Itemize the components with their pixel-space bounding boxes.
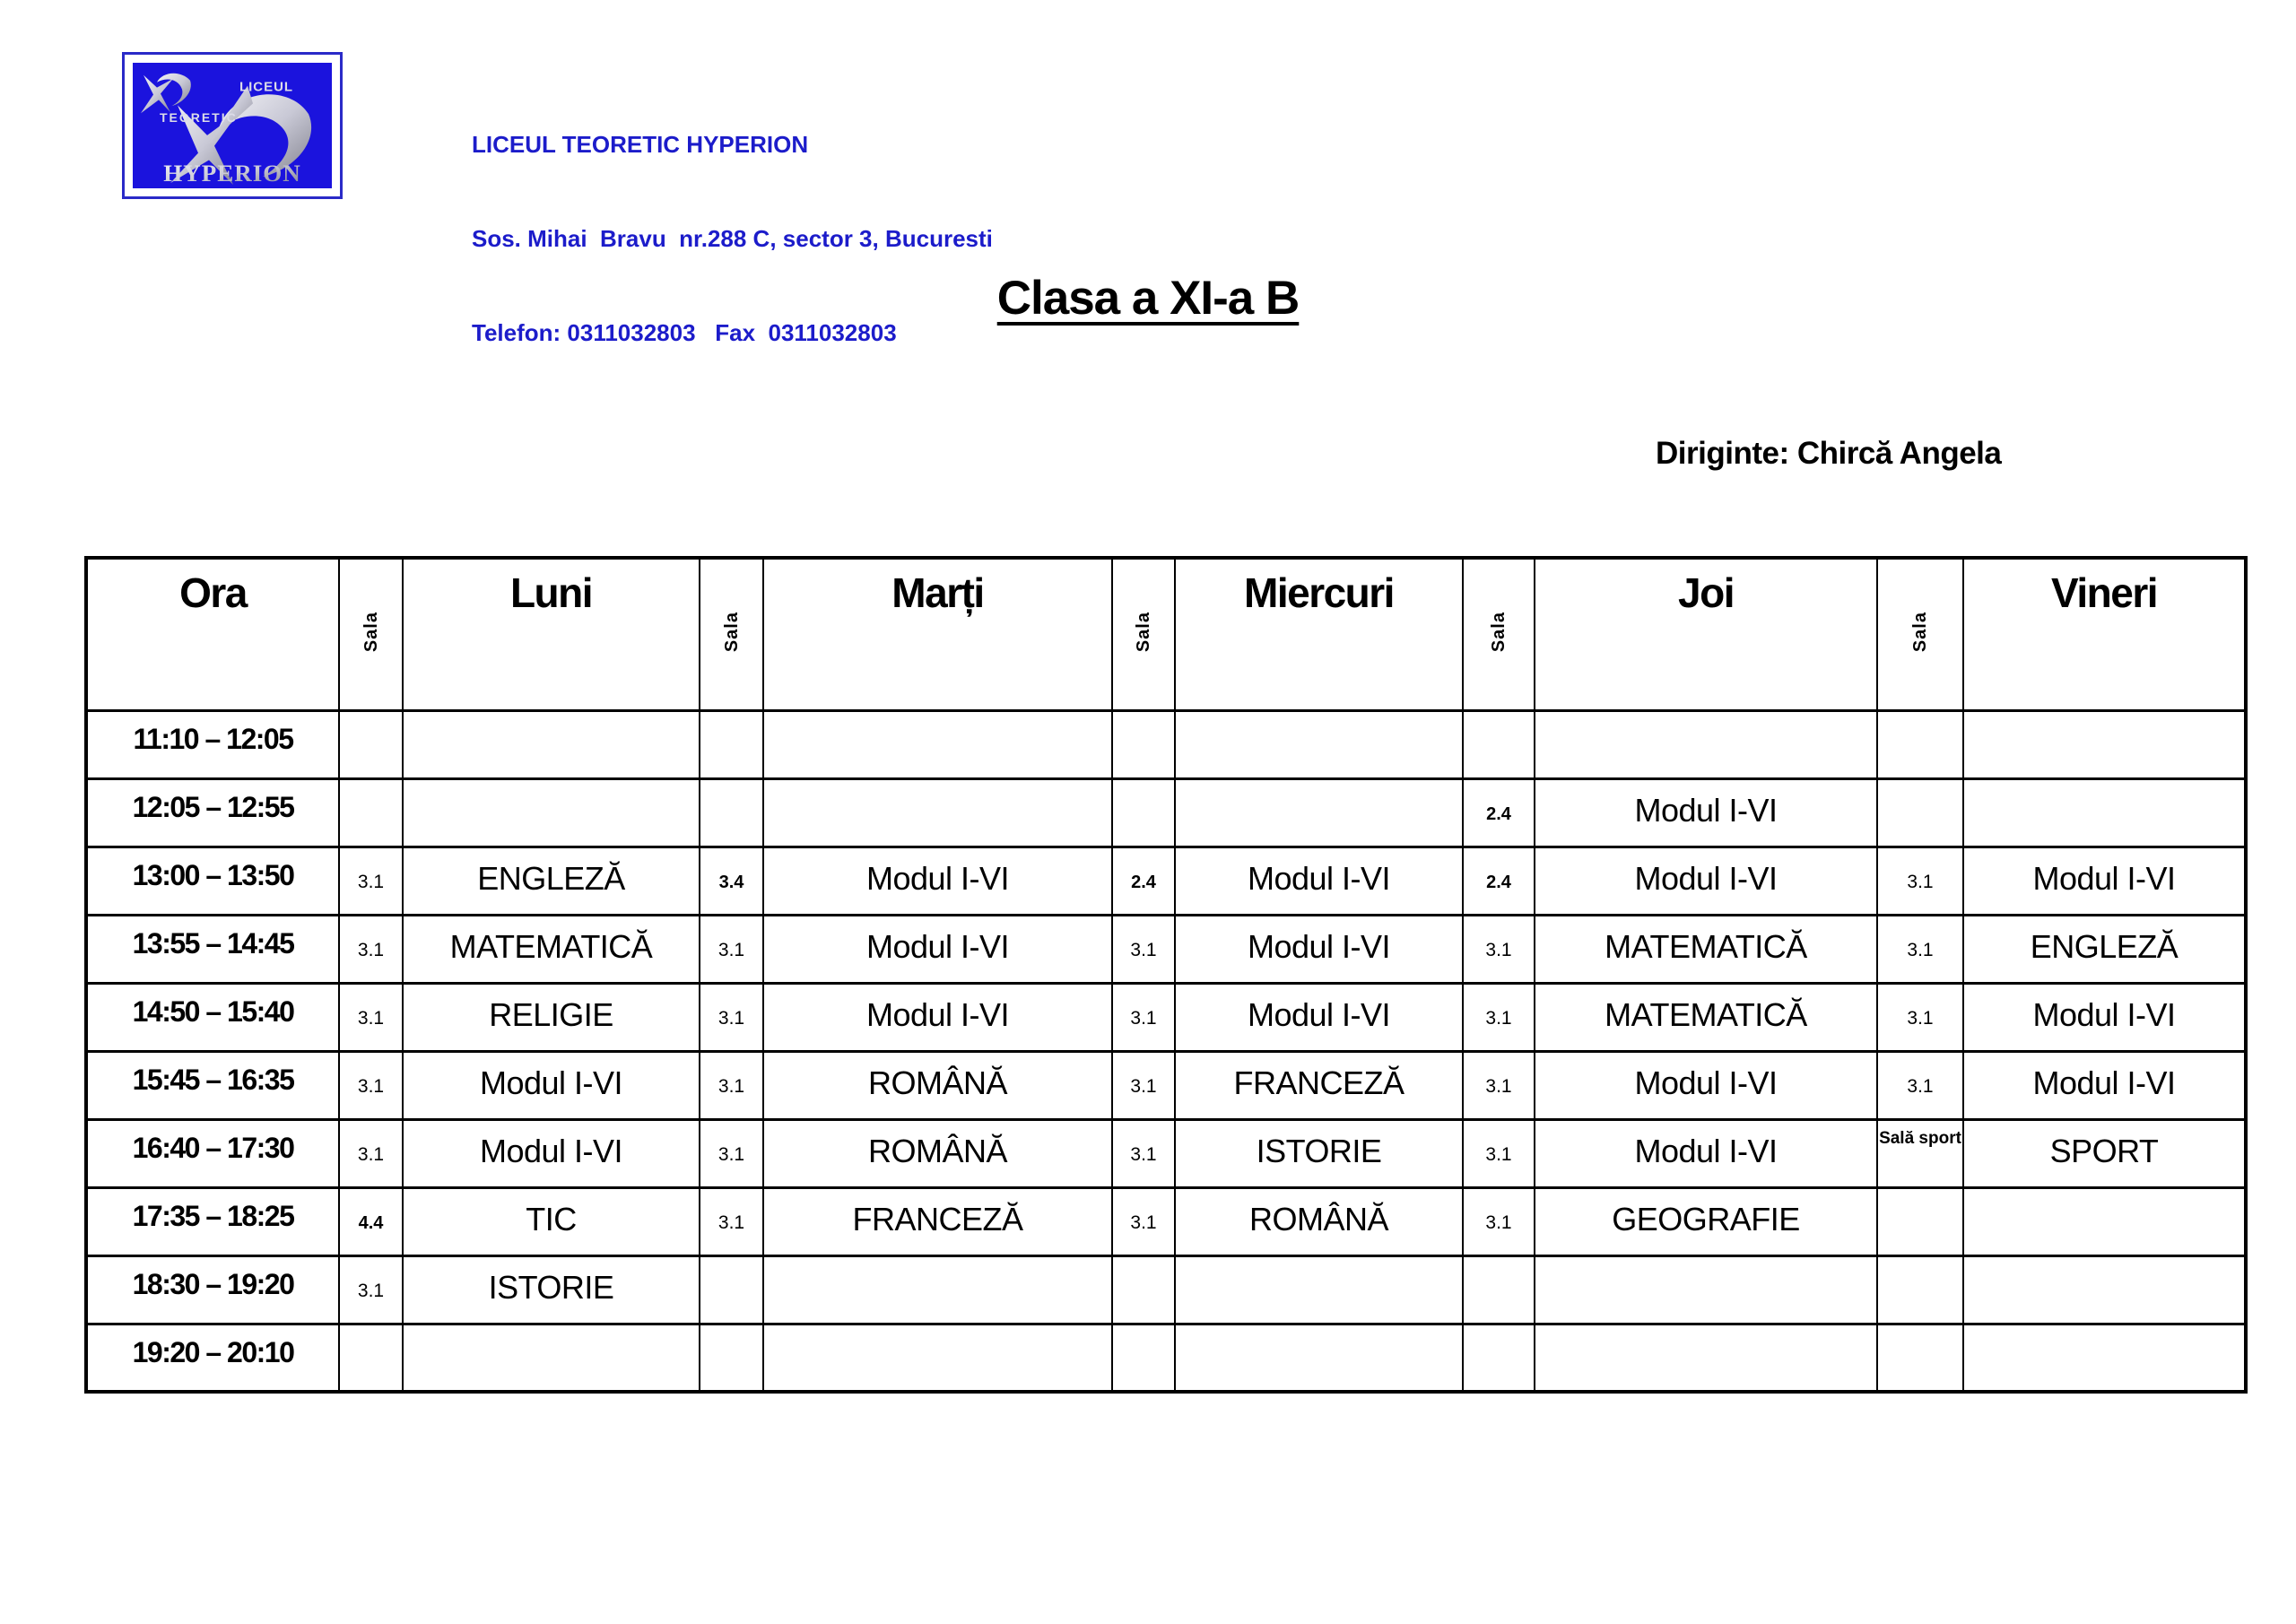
subject-cell: Modul I-VI xyxy=(763,847,1112,915)
subject-cell: TIC xyxy=(403,1187,700,1255)
room-cell: 3.1 xyxy=(339,983,403,1051)
subject-cell: Modul I-VI xyxy=(1963,1051,2246,1119)
timetable-body xyxy=(86,710,2246,1392)
timetable-row xyxy=(86,847,2246,915)
room-cell xyxy=(1877,1187,1963,1255)
page-title xyxy=(0,271,2296,326)
time-cell: 12:05 – 12:55 xyxy=(86,778,339,847)
room-cell xyxy=(339,1324,403,1392)
room-cell xyxy=(700,1324,763,1392)
subject-cell: ISTORIE xyxy=(403,1255,700,1324)
subject-cell xyxy=(403,710,700,778)
subject-cell: Modul I-VI xyxy=(1175,847,1463,915)
subject-cell xyxy=(1175,710,1463,778)
subject-cell: FRANCEZĂ xyxy=(763,1187,1112,1255)
room-cell xyxy=(1877,710,1963,778)
room-cell: 3.4 xyxy=(700,847,763,915)
room-cell xyxy=(1877,1324,1963,1392)
room-cell xyxy=(700,778,763,847)
subject-cell: ISTORIE xyxy=(1175,1119,1463,1187)
timetable-row xyxy=(86,1255,2246,1324)
timetable-row xyxy=(86,778,2246,847)
sala-rotated-label: Sala xyxy=(1134,612,1153,653)
timetable xyxy=(84,556,2248,1394)
room-cell: 3.1 xyxy=(1112,915,1175,983)
room-cell xyxy=(700,710,763,778)
timetable-row xyxy=(86,915,2246,983)
school-phone-fax: Telefon: 0311032803 Fax 0311032803 xyxy=(472,319,897,346)
col-header-sala xyxy=(1112,558,1175,710)
subject-cell: Modul I-VI xyxy=(1175,915,1463,983)
room-cell: 3.1 xyxy=(700,915,763,983)
room-cell: 2.4 xyxy=(1463,847,1535,915)
room-cell: 3.1 xyxy=(1112,1187,1175,1255)
subject-cell: MATEMATICĂ xyxy=(1535,915,1877,983)
room-cell: 4.4 xyxy=(339,1187,403,1255)
subject-cell: ROMÂNĂ xyxy=(763,1119,1112,1187)
school-info-block xyxy=(472,66,993,412)
subject-cell xyxy=(1963,1255,2246,1324)
col-header-sala xyxy=(1877,558,1963,710)
room-cell: 3.1 xyxy=(1877,983,1963,1051)
room-cell: 3.1 xyxy=(1877,1051,1963,1119)
room-cell xyxy=(1463,1324,1535,1392)
room-cell: 3.1 xyxy=(1463,1119,1535,1187)
room-cell: 3.1 xyxy=(339,1051,403,1119)
subject-cell xyxy=(403,778,700,847)
col-header-ora: Ora xyxy=(86,558,339,710)
homeroom-teacher: Diriginte: Chircă Angela xyxy=(1656,436,2002,471)
logo-text-hyperion: HYPERION xyxy=(163,160,301,187)
room-cell: 3.1 xyxy=(700,983,763,1051)
subject-cell: ENGLEZĂ xyxy=(403,847,700,915)
school-logo-graphic xyxy=(133,63,332,188)
subject-cell: SPORT xyxy=(1963,1119,2246,1187)
subject-cell xyxy=(763,1324,1112,1392)
col-header-vineri: Vineri xyxy=(1963,558,2246,710)
subject-cell xyxy=(403,1324,700,1392)
time-cell: 19:20 – 20:10 xyxy=(86,1324,339,1392)
timetable-row xyxy=(86,1187,2246,1255)
time-cell: 16:40 – 17:30 xyxy=(86,1119,339,1187)
room-cell: 3.1 xyxy=(339,915,403,983)
subject-cell: Modul I-VI xyxy=(1535,778,1877,847)
timetable-row xyxy=(86,1119,2246,1187)
time-cell: 13:55 – 14:45 xyxy=(86,915,339,983)
room-cell: 3.1 xyxy=(1463,1051,1535,1119)
col-header-sala xyxy=(339,558,403,710)
time-cell: 11:10 – 12:05 xyxy=(86,710,339,778)
subject-cell xyxy=(1535,1255,1877,1324)
room-cell xyxy=(1463,1255,1535,1324)
school-name: LICEUL TEORETIC HYPERION xyxy=(472,131,809,158)
subject-cell xyxy=(763,1255,1112,1324)
room-cell: 3.1 xyxy=(700,1051,763,1119)
logo-text-teoretic: TEORETIC xyxy=(160,110,238,126)
subject-cell: Modul I-VI xyxy=(403,1119,700,1187)
room-cell xyxy=(1877,1255,1963,1324)
room-cell: 3.1 xyxy=(1877,915,1963,983)
subject-cell: Modul I-VI xyxy=(1535,847,1877,915)
subject-cell xyxy=(1963,710,2246,778)
subject-cell xyxy=(1535,710,1877,778)
room-cell xyxy=(1112,710,1175,778)
col-header-joi: Joi xyxy=(1535,558,1877,710)
room-cell xyxy=(1112,1255,1175,1324)
subject-cell: RELIGIE xyxy=(403,983,700,1051)
subject-cell xyxy=(763,710,1112,778)
sala-rotated-label: Sala xyxy=(1910,612,1930,653)
time-cell: 14:50 – 15:40 xyxy=(86,983,339,1051)
subject-cell: ENGLEZĂ xyxy=(1963,915,2246,983)
room-cell: 3.1 xyxy=(1463,915,1535,983)
subject-cell: MATEMATICĂ xyxy=(1535,983,1877,1051)
room-cell: 2.4 xyxy=(1463,778,1535,847)
sala-rotated-label: Sala xyxy=(721,612,742,653)
room-cell xyxy=(1877,778,1963,847)
sala-rotated-label: Sala xyxy=(361,612,381,653)
subject-cell: FRANCEZĂ xyxy=(1175,1051,1463,1119)
subject-cell xyxy=(1963,1187,2246,1255)
timetable-row xyxy=(86,983,2246,1051)
col-header-sala xyxy=(1463,558,1535,710)
subject-cell xyxy=(1175,1255,1463,1324)
page-title-text: Clasa a XI-a B xyxy=(996,272,1300,325)
time-cell: 17:35 – 18:25 xyxy=(86,1187,339,1255)
subject-cell: ROMÂNĂ xyxy=(763,1051,1112,1119)
col-header-marti: Marți xyxy=(763,558,1112,710)
time-cell: 15:45 – 16:35 xyxy=(86,1051,339,1119)
timetable-row xyxy=(86,1324,2246,1392)
room-cell: 3.1 xyxy=(339,1119,403,1187)
room-cell xyxy=(339,710,403,778)
time-cell: 13:00 – 13:50 xyxy=(86,847,339,915)
room-cell: 3.1 xyxy=(700,1187,763,1255)
subject-cell: Modul I-VI xyxy=(763,915,1112,983)
timetable-row xyxy=(86,710,2246,778)
subject-cell: Modul I-VI xyxy=(1535,1119,1877,1187)
subject-cell: Modul I-VI xyxy=(1175,983,1463,1051)
subject-cell: Modul I-VI xyxy=(1963,983,2246,1051)
room-cell: 3.1 xyxy=(1877,847,1963,915)
room-cell xyxy=(339,778,403,847)
room-cell: 3.1 xyxy=(1463,1187,1535,1255)
subject-cell xyxy=(1175,1324,1463,1392)
subject-cell xyxy=(1963,1324,2246,1392)
room-cell xyxy=(1463,710,1535,778)
logo-text-liceul: LICEUL xyxy=(239,80,294,95)
subject-cell: GEOGRAFIE xyxy=(1535,1187,1877,1255)
room-cell xyxy=(1112,1324,1175,1392)
room-cell: 3.1 xyxy=(1112,1051,1175,1119)
subject-cell: Modul I-VI xyxy=(763,983,1112,1051)
subject-cell: ROMÂNĂ xyxy=(1175,1187,1463,1255)
room-cell: Sală sport xyxy=(1877,1119,1963,1187)
subject-cell: Modul I-VI xyxy=(1535,1051,1877,1119)
subject-cell xyxy=(1175,778,1463,847)
subject-cell xyxy=(763,778,1112,847)
room-cell: 3.1 xyxy=(1112,1119,1175,1187)
room-cell: 2.4 xyxy=(1112,847,1175,915)
room-cell: 3.1 xyxy=(1463,983,1535,1051)
room-cell: 3.1 xyxy=(1112,983,1175,1051)
col-header-miercuri: Miercuri xyxy=(1175,558,1463,710)
time-cell: 18:30 – 19:20 xyxy=(86,1255,339,1324)
col-header-luni: Luni xyxy=(403,558,700,710)
room-cell: 3.1 xyxy=(700,1119,763,1187)
subject-cell: MATEMATICĂ xyxy=(403,915,700,983)
subject-cell xyxy=(1963,778,2246,847)
col-header-sala xyxy=(700,558,763,710)
room-cell xyxy=(1112,778,1175,847)
subject-cell xyxy=(1535,1324,1877,1392)
room-cell: 3.1 xyxy=(339,847,403,915)
room-cell xyxy=(700,1255,763,1324)
timetable-header-row xyxy=(86,558,2246,710)
subject-cell: Modul I-VI xyxy=(403,1051,700,1119)
timetable-row xyxy=(86,1051,2246,1119)
sala-rotated-label: Sala xyxy=(1489,612,1509,653)
school-address: Sos. Mihai Bravu nr.288 C, sector 3, Bucuresti xyxy=(472,225,993,252)
room-cell: 3.1 xyxy=(339,1255,403,1324)
school-logo xyxy=(122,52,343,199)
subject-cell: Modul I-VI xyxy=(1963,847,2246,915)
